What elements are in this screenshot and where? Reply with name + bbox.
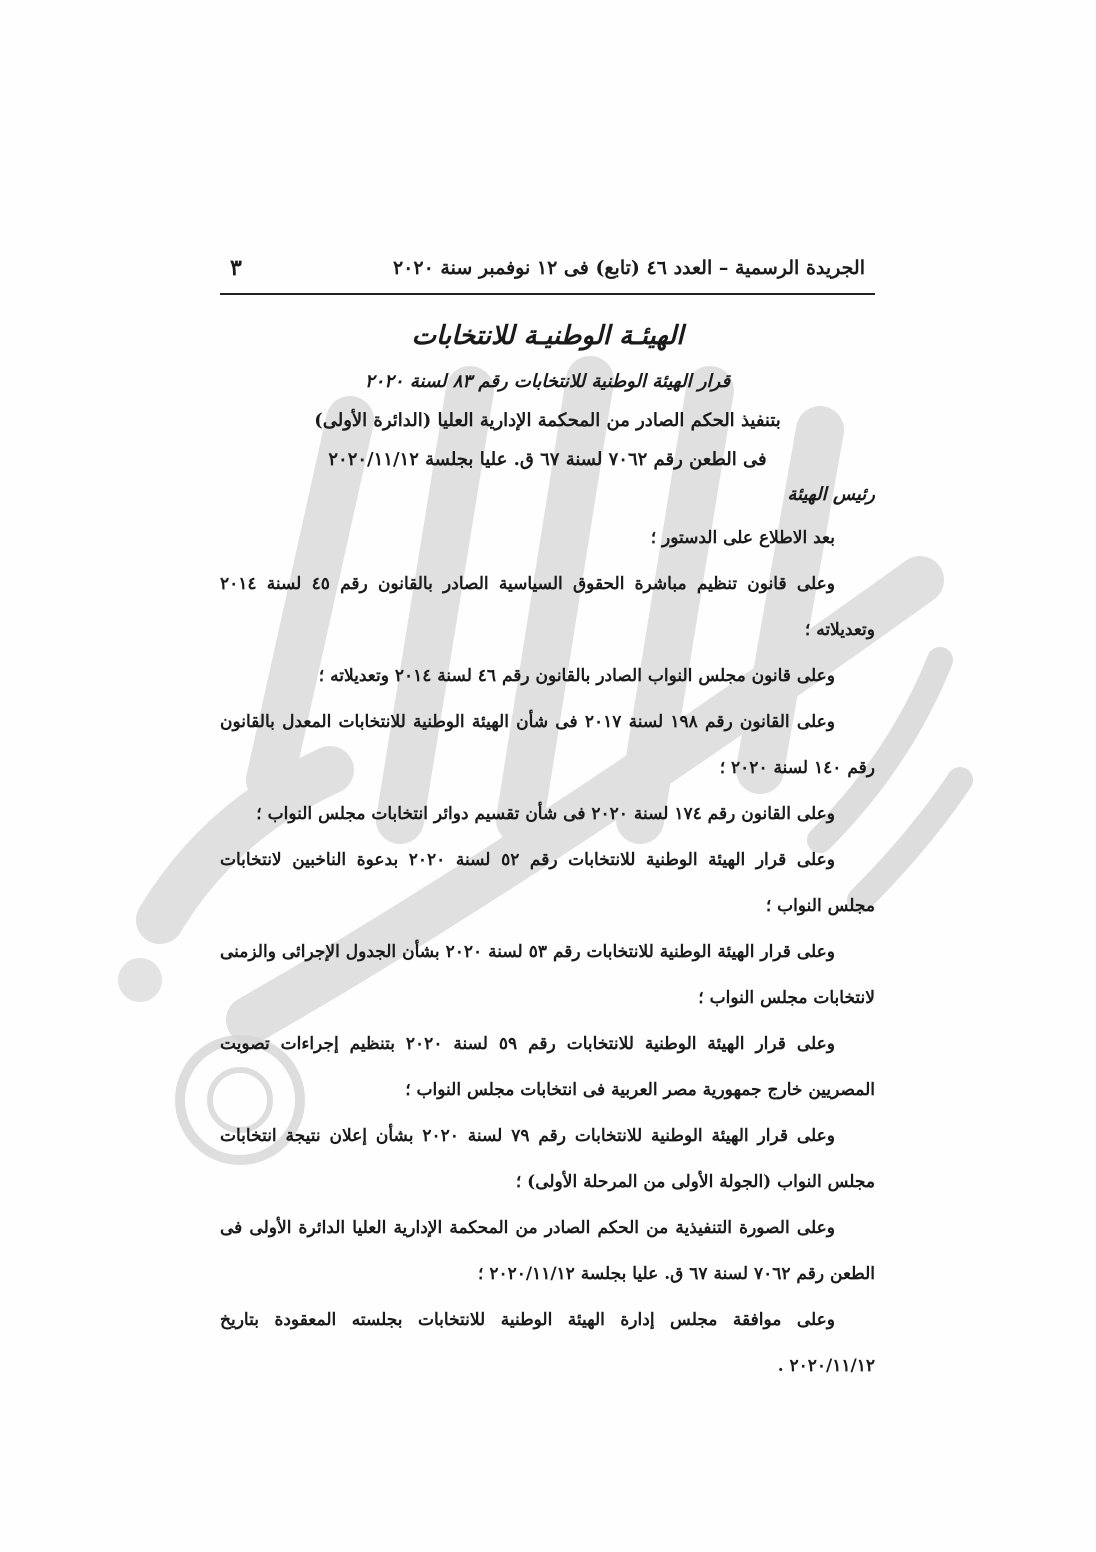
paragraph: وعلى القانون رقم ١٧٤ لسنة ٢٠٢٠ فى شأن تقسيم دوائر انتخابات مجلس النواب ؛ [256, 804, 835, 824]
decision-subtitle-1: بتنفيذ الحكم الصادر من المحكمة الإدارية العليا (الدائرة الأولى) [314, 410, 781, 431]
paragraph: بعد الاطلاع على الدستور ؛ [650, 528, 835, 548]
paragraph: وعلى قرار الهيئة الوطنية للانتخابات رقم ٧٩ لسنة ٢٠٢٠ بشأن إعلان نتيجة انتخابات مجلس النواب (الجولة الأولى من المرحلة الأولى) ؛ [220, 1126, 875, 1192]
publication-line: الجريدة الرسمية – العدد ٤٦ (تابع) فى ١٢ نوفمبر سنة ٢٠٢٠ [392, 257, 865, 279]
page-number: ٣ [230, 255, 242, 281]
paragraph: وعلى قرار الهيئة الوطنية للانتخابات رقم ٥٩ لسنة ٢٠٢٠ بتنظيم إجراءات تصويت المصريين خارج جمهورية مصر العربية فى انتخابات مجلس النواب ؛ [220, 1034, 875, 1100]
paragraph: وعلى القانون رقم ١٩٨ لسنة ٢٠١٧ فى شأن الهيئة الوطنية للانتخابات المعدل بالقانون رقم ١٤٠ لسنة ٢٠٢٠ ؛ [220, 712, 875, 778]
paragraph: وعلى قانون تنظيم مباشرة الحقوق السياسية الصادر بالقانون رقم ٤٥ لسنة ٢٠١٤ وتعديلاته ؛ [220, 574, 875, 640]
decision-title: قرار الهيئة الوطنية للانتخابات رقم ٨٣ لسنة ٢٠٢٠ [364, 371, 731, 392]
president-heading: رئيس الهيئة [787, 484, 875, 505]
gazette-header [220, 255, 875, 295]
paragraph: وعلى قرار الهيئة الوطنية للانتخابات رقم ٥٣ لسنة ٢٠٢٠ بشأن الجدول الإجرائى والزمنى لانتخابات مجلس النواب ؛ [220, 942, 875, 1008]
document-content [220, 255, 875, 1389]
paragraph: وعلى قرار الهيئة الوطنية للانتخابات رقم ٥٢ لسنة ٢٠٢٠ بدعوة الناخبين لانتخابات مجلس النواب ؛ [220, 850, 875, 916]
paragraph: وعلى الصورة التنفيذية من الحكم الصادر من المحكمة الإدارية العليا الدائرة الأولى فى الطعن رقم ٧٠٦٢ لسنة ٦٧ ق. عليا بجلسة ٢٠٢٠/١١/١٢ ؛ [220, 1218, 875, 1284]
paragraph: وعلى موافقة مجلس إدارة الهيئة الوطنية للانتخابات بجلسته المعقودة بتاريخ ٢٠٢٠/١١/١٢ . [220, 1310, 875, 1376]
preamble-paragraphs [220, 515, 875, 1389]
organization-title: الهيئـة الوطنيـة للانتخابات [411, 321, 684, 351]
paragraph: وعلى قانون مجلس النواب الصادر بالقانون رقم ٤٦ لسنة ٢٠١٤ وتعديلاته ؛ [318, 666, 835, 686]
decision-subtitle-2: فى الطعن رقم ٧٠٦٢ لسنة ٦٧ ق. عليا بجلسة ٢٠٢٠/١١/١٢ [328, 449, 767, 470]
